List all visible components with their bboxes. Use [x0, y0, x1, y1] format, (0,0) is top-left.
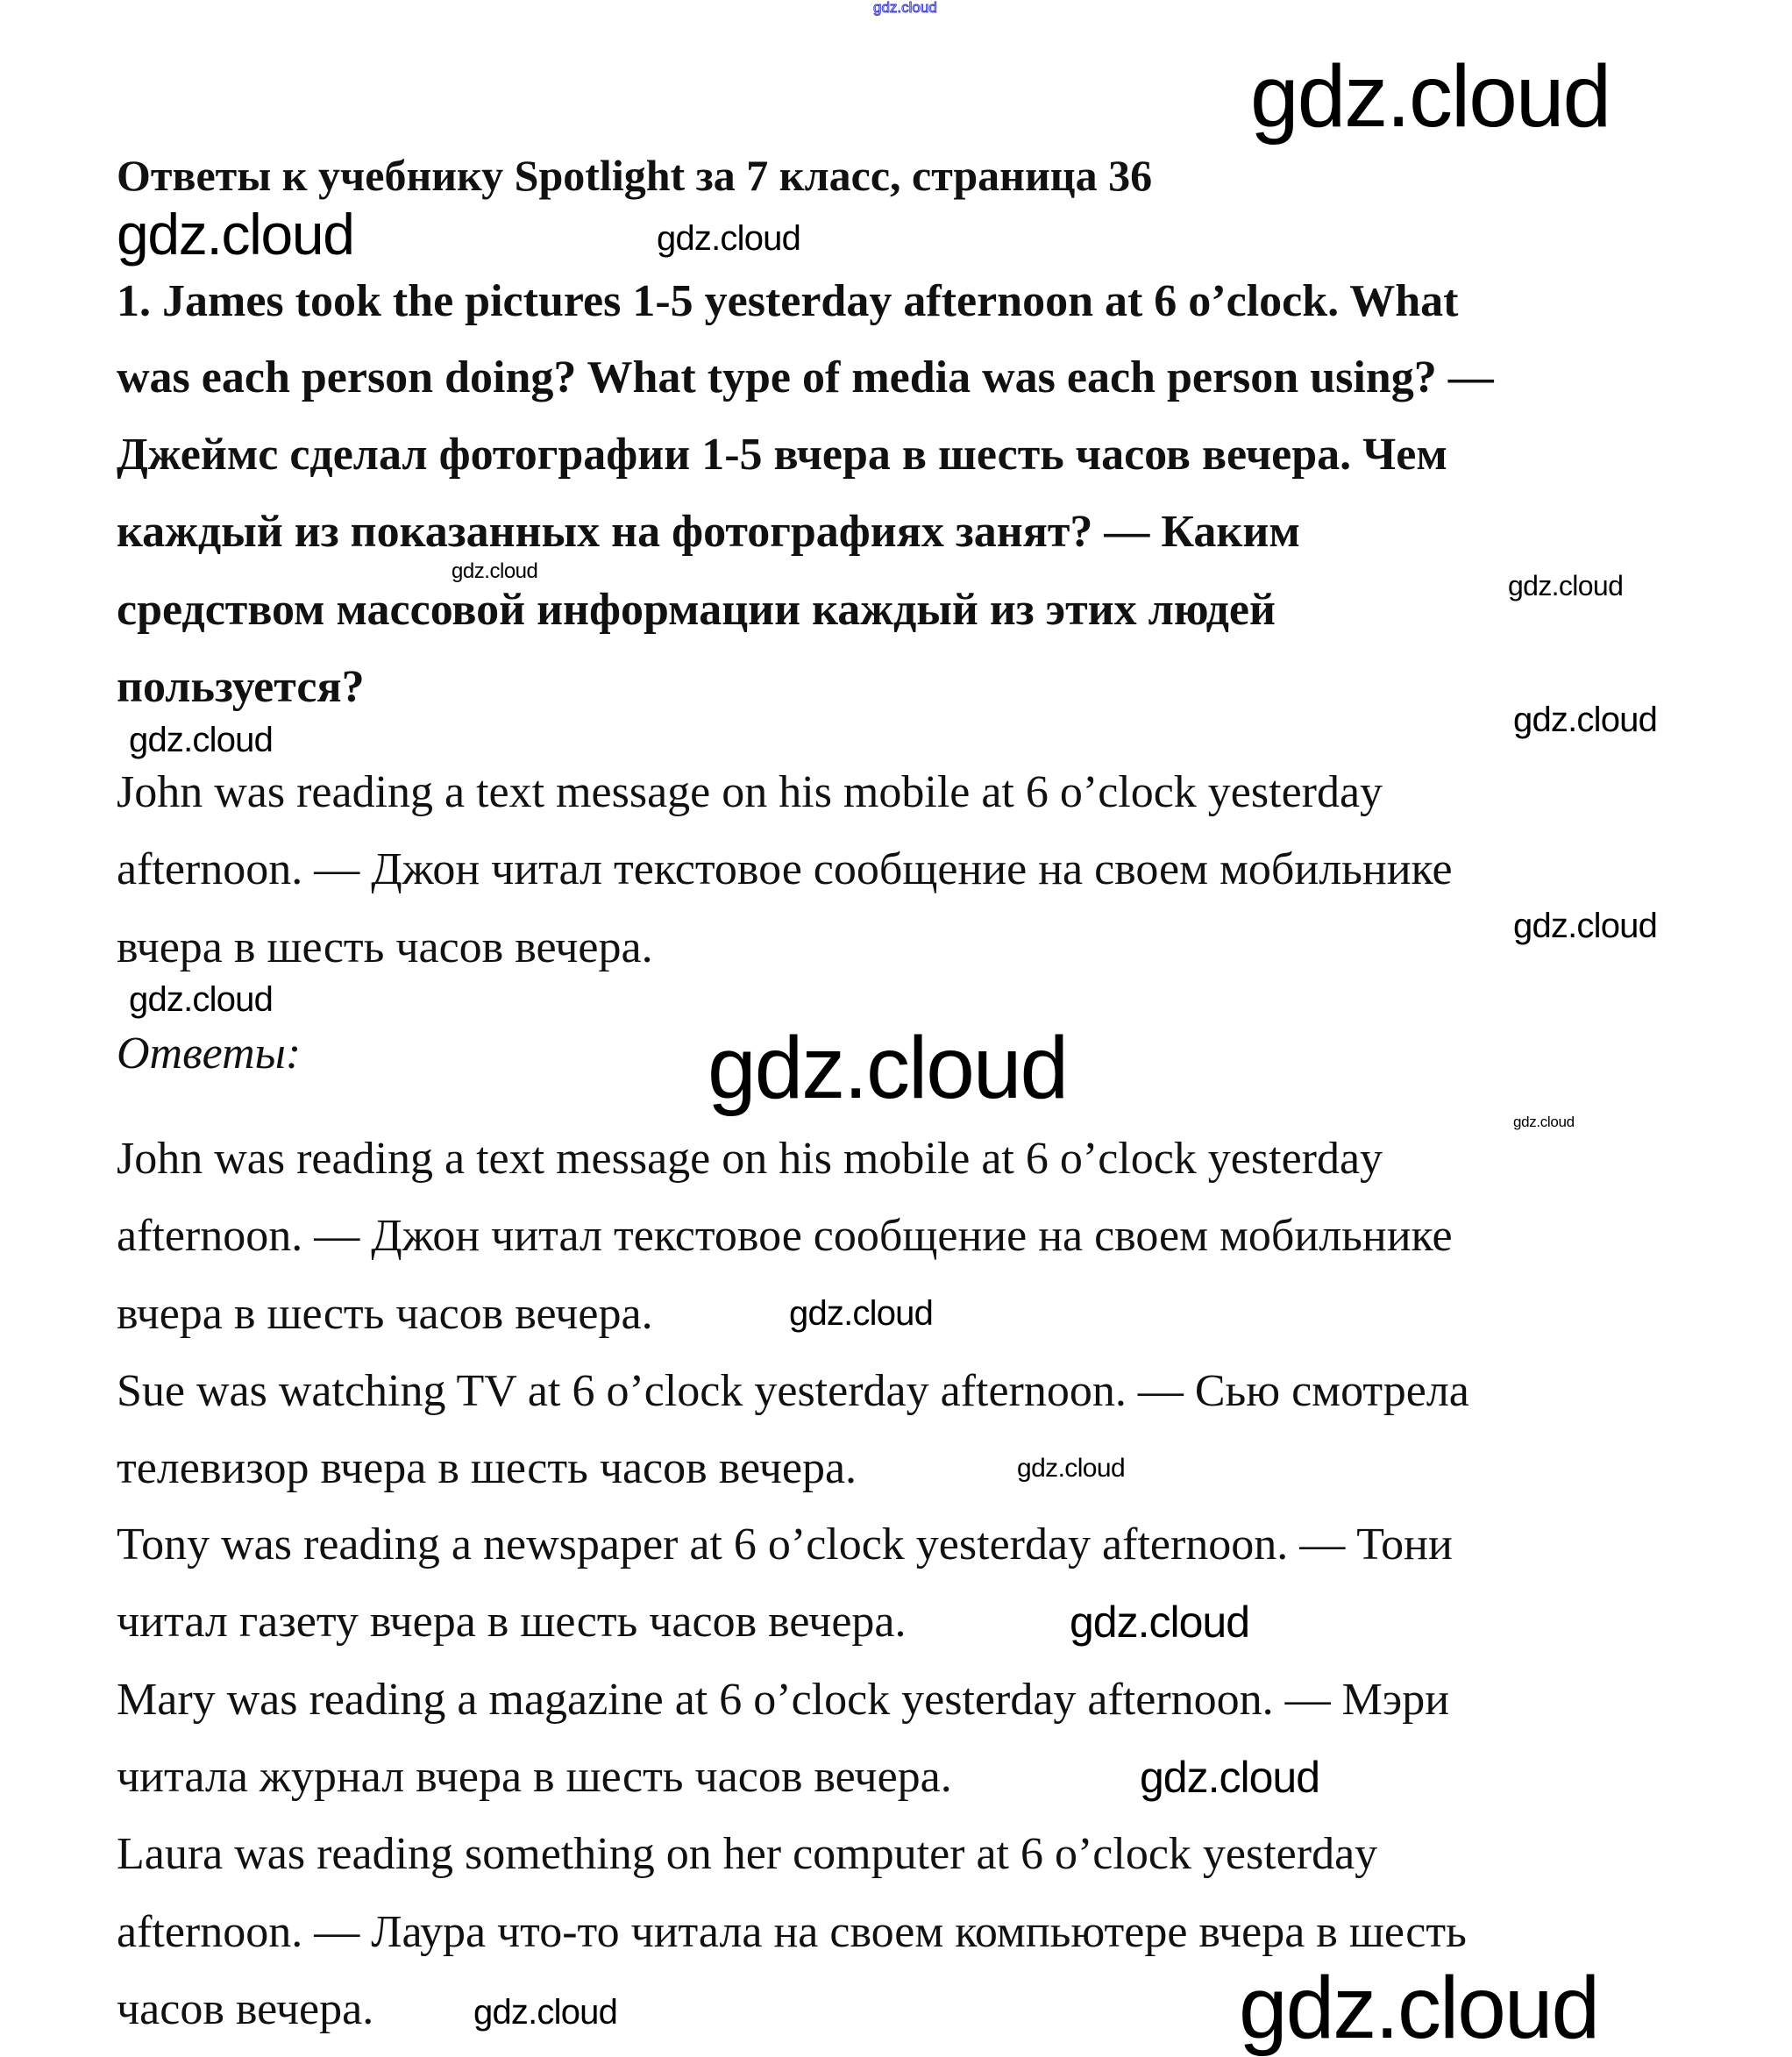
- answers-label: Ответы:: [117, 1028, 302, 1078]
- watermark: gdz.cloud: [1017, 1454, 1126, 1483]
- question-line: каждый из показанных на фотографиях занят? — Каким: [117, 507, 1300, 557]
- answer-line: Tony was reading a newspaper at 6 o’clock yesterday afternoon. — Тони: [117, 1520, 1453, 1569]
- example-line: John was reading a text message on his mobile at 6 o’clock yesterday: [117, 767, 1383, 817]
- question-line: was each person doing? What type of media was each person using? —: [117, 352, 1494, 402]
- watermark: gdz.cloud: [1140, 1753, 1320, 1802]
- watermark: gdz.cloud: [129, 980, 274, 1019]
- watermark: gdz.cloud: [1250, 47, 1611, 146]
- watermark: gdz.cloud: [1239, 1959, 1599, 2057]
- answer-line: читала журнал вчера в шесть часов вечера.: [117, 1752, 952, 1802]
- watermark: gdz.cloud: [1070, 1598, 1250, 1647]
- example-line: afternoon. — Джон читал текстовое сообщение на своем мобильнике: [117, 844, 1453, 894]
- question-line: Джеймс сделал фотографии 1-5 вчера в шесть часов вечера. Чем: [117, 430, 1447, 480]
- answer-line: читал газету вчера в шесть часов вечера.: [117, 1597, 907, 1647]
- watermark: gdz.cloud: [452, 559, 538, 583]
- watermark: gdz.cloud: [1508, 570, 1624, 601]
- answer-line: afternoon. — Лаура что-то читала на своем компьютере вчера в шесть: [117, 1907, 1467, 1957]
- answer-line: afternoon. — Джон читал текстовое сообщение на своем мобильнике: [117, 1211, 1453, 1261]
- answer-line: John was reading a text message on his mobile at 6 o’clock yesterday: [117, 1134, 1383, 1184]
- watermark: gdz.cloud: [117, 202, 354, 267]
- question-line: средством массовой информации каждый из этих людей: [117, 585, 1276, 635]
- watermark: gdz.cloud: [657, 219, 801, 258]
- watermark: gdz.cloud: [1513, 907, 1658, 945]
- watermark: gdz.cloud: [708, 1019, 1068, 1117]
- watermark: gdz.cloud: [789, 1294, 934, 1333]
- page-title: Ответы к учебнику Spotlight за 7 класс, страница 36: [117, 151, 1153, 200]
- answer-line: Mary was reading a magazine at 6 o’clock yesterday afternoon. — Мэри: [117, 1675, 1450, 1725]
- watermark: gdz.cloud: [1513, 1114, 1575, 1130]
- watermark: gdz.cloud: [473, 1993, 618, 2032]
- example-line: вчера в шесть часов вечера.: [117, 922, 653, 972]
- watermark: gdz.cloud: [129, 721, 274, 759]
- top-watermark: gdz.cloud: [873, 0, 937, 16]
- answer-line: телевизор вчера в шесть часов вечера.: [117, 1443, 857, 1493]
- answer-line: часов вечера.: [117, 1984, 374, 2034]
- watermark: gdz.cloud: [1513, 701, 1658, 739]
- question-line: 1. James took the pictures 1-5 yesterday afternoon at 6 o’clock. What: [117, 276, 1459, 326]
- answer-line: Laura was reading something on her computer at 6 o’clock yesterday: [117, 1829, 1378, 1879]
- answer-line: Sue was watching TV at 6 o’clock yesterday afternoon. — Сью смотрела: [117, 1366, 1469, 1416]
- question-line: пользуется?: [117, 662, 365, 712]
- answer-line: вчера в шесть часов вечера.: [117, 1289, 653, 1339]
